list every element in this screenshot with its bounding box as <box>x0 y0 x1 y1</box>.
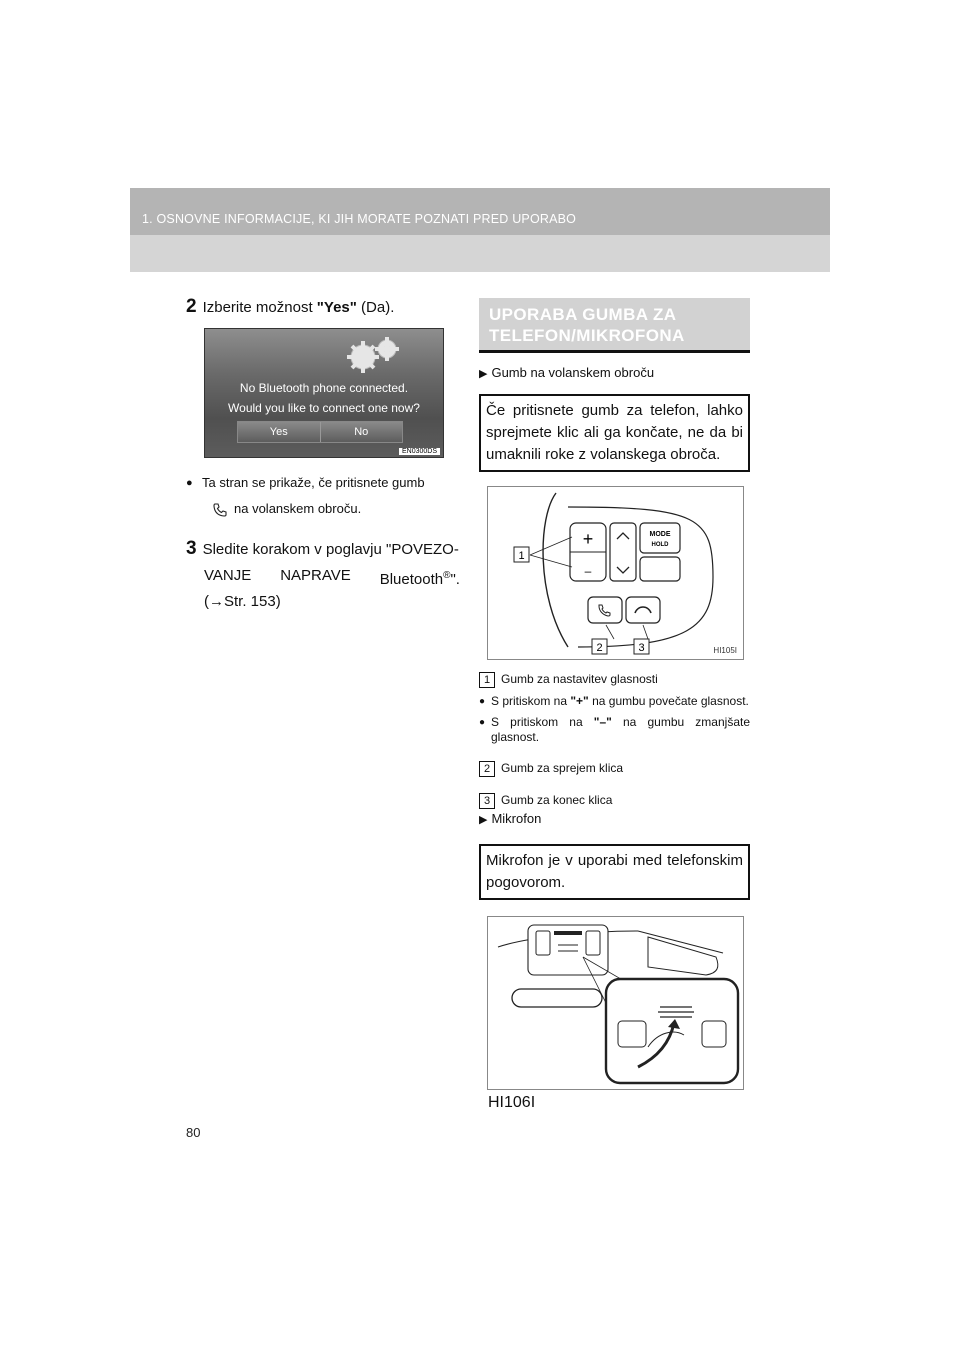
section-title-line2: TELEFON/MIKROFONA <box>489 326 685 345</box>
bullet-text-1: Ta stran se prikaže, če pritisnete gumb <box>202 475 425 490</box>
legend-item-1 <box>479 672 750 688</box>
legend-text: Gumb za konec klica <box>501 793 613 807</box>
page-number: 80 <box>186 1125 201 1140</box>
step-text-after: (Da). <box>356 299 395 316</box>
callout-1: 1 <box>518 550 525 562</box>
note-text: na gumbu povečate glasnost. <box>588 694 749 708</box>
yes-button[interactable]: Yes <box>238 422 320 442</box>
gears-icon <box>341 335 411 375</box>
step-text: Izberite možnost <box>202 299 317 316</box>
step3-quote: ". <box>450 571 460 588</box>
header-top-strip <box>130 188 830 235</box>
legend-num: 2 <box>479 761 495 777</box>
screen-message-1: No Bluetooth phone connected. <box>239 381 409 395</box>
note-text: S pritiskom na <box>491 694 571 708</box>
mode-label: MODE <box>649 531 671 538</box>
svg-text:+: + <box>582 529 594 549</box>
triangle-bullet-icon: ▶ <box>479 368 488 380</box>
right-column <box>479 298 750 1111</box>
no-button[interactable]: No <box>320 422 403 442</box>
step-3 <box>186 538 460 613</box>
bluetooth-screen-image <box>204 328 444 458</box>
note-bold: "+" <box>570 694 589 708</box>
note-bold: "–" <box>593 715 612 729</box>
callout-2: 2 <box>596 642 603 654</box>
chapter-title: 1. OSNOVNE INFORMACIJE, KI JIH MORATE POZNATI PRED UPORABO <box>142 212 577 226</box>
legend-item-3 <box>479 793 750 809</box>
legend-num: 1 <box>479 672 495 688</box>
figure-code: HI106I <box>488 1094 536 1111</box>
triangle-bullet-icon: ▶ <box>479 814 488 826</box>
subheading-text: Gumb na volanskem obroču <box>491 365 655 380</box>
microphone-figure <box>487 916 744 1111</box>
header-band <box>130 188 830 272</box>
callout-3: 3 <box>638 642 645 654</box>
info-box-phone: Če pritisnete gumb za telefon, lahko sprejmete klic ali ga končate, ne da bi umaknili roke z volanskega obroča. <box>479 394 750 472</box>
figure-code: HI105I <box>713 646 737 655</box>
step3-line2: VANJE NAPRAVE Bluetooth®". <box>204 567 460 588</box>
step-bold: "Yes" <box>316 299 357 316</box>
legend-text: Gumb za sprejem klica <box>501 761 624 775</box>
registered-mark: ® <box>443 570 451 581</box>
legend-text: Gumb za nastavitev glasnosti <box>501 672 658 686</box>
step3-line1: Sledite korakom v poglavju "POVEZO- <box>202 541 459 558</box>
bullet-text-2: na volanskem obroču. <box>234 501 362 516</box>
page-reference[interactable]: (→Str. 153) <box>204 593 281 610</box>
svg-text:–: – <box>584 564 592 578</box>
legend-num: 3 <box>479 793 495 809</box>
step-number: 2 <box>186 296 197 317</box>
subheading-steering-button <box>479 365 750 380</box>
steering-switch-figure <box>487 486 744 660</box>
image-code: EN0300DS <box>399 448 440 455</box>
step-number: 3 <box>186 538 197 559</box>
legend-item-2 <box>479 761 750 777</box>
note-text: na gumbu zmanjšate glasnost. <box>491 715 750 744</box>
microphone-drawing <box>488 917 743 1089</box>
step-2 <box>186 296 460 319</box>
volume-up-note <box>479 694 750 709</box>
hold-label: HOLD <box>651 542 669 548</box>
screen-message-2: Would you like to connect one now? <box>228 401 420 415</box>
bullet-note <box>186 470 460 522</box>
screen-buttons <box>237 421 403 443</box>
steering-switch-drawing <box>488 487 743 659</box>
section-title-line1: UPORABA GUMBA ZA <box>489 305 677 324</box>
volume-down-note <box>479 715 750 745</box>
section-heading <box>479 298 750 353</box>
subheading-text: Mikrofon <box>491 811 542 826</box>
phone-icon <box>212 502 228 518</box>
info-box-microphone: Mikrofon je v uporabi med telefonskim pogovorom. <box>479 844 750 900</box>
subheading-microphone <box>479 811 750 826</box>
note-text: S pritiskom na <box>491 715 594 729</box>
left-column <box>186 296 460 613</box>
